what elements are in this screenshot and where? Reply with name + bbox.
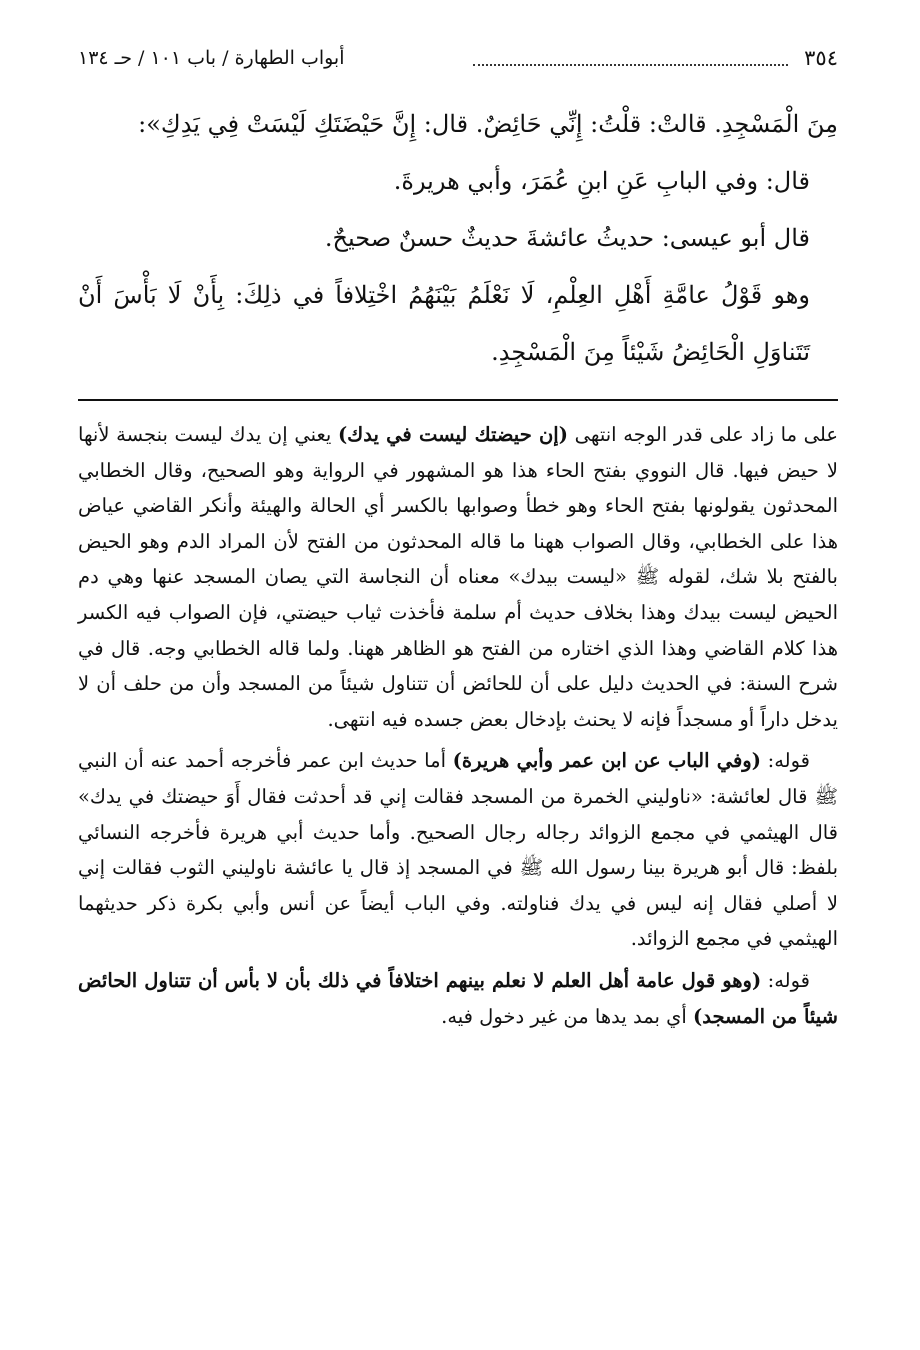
page-header	[78, 40, 838, 76]
hadith-line-1: مِنَ الْمَسْجِدِ. قالتْ: قلْتُ: إِنِّي حَائِضٌ. قال: إِنَّ حَيْضَتَكِ لَيْسَتْ فِي يَدِكِ»:	[138, 110, 838, 138]
commentary-paragraph-2	[78, 743, 838, 957]
commentary-3-post: أي بمد يدها من غير دخول فيه.	[441, 1004, 693, 1028]
hadith-line-3: قال أبو عيسى: حديثُ عائشةَ حديثٌ حسنٌ صحيحٌ.	[324, 224, 810, 252]
commentary-2-post: أما حديث ابن عمر فأخرجه أحمد عنه أن النبي ﷺ قال لعائشة: «ناوليني الخمرة من المسجد فقالت إني قد أحدثت فقال أَوَ حيضتك في يدك» قال الهيثمي في مجمع الزوائد رجاله رجال الصحيح. وأما حديث أبي هريرة فأخرجه النسائي بلفظ: قال أبو هريرة بينا رسول الله ﷺ في المسجد إذ قال يا عائشة ناوليني الثوب فقالت إني لا أصلي فقال إنه ليس في يدك فناولته. وفي الباب أيضاً عن أنس وأبي بكرة ذكر حديثهما الهيثمي في مجمع الزوائد.	[78, 749, 838, 951]
commentary-paragraph-3	[78, 963, 838, 1034]
page-number: ٣٥٤	[804, 46, 838, 70]
hadith-text	[78, 96, 838, 381]
book-page	[78, 40, 838, 1330]
section-divider	[78, 399, 838, 401]
commentary	[78, 417, 838, 1034]
commentary-1-pre: على ما زاد على قدر الوجه انتهى	[567, 423, 839, 446]
running-title: أبواب الطهارة / باب ١٠١ / حـ ١٣٤	[78, 47, 345, 69]
commentary-2-pre: قوله:	[760, 749, 810, 773]
hadith-line-2: قال: وفي البابِ عَنِ ابنِ عُمَرَ، وأبي هريرةَ.	[393, 167, 810, 195]
commentary-1-post: يعني إن يدك ليست بنجسة لأنها لا حيض فيها. قال النووي بفتح الحاء هذا هو المشهور في الرواية وهو الصحيح، وقال الخطابي المحدثون يقولونها بفتح الحاء وهو خطأ وصوابها بالكسر أي الحالة والهيئة وأنكر القاضي عياض هذا على الخطابي، وقال الصواب ههنا ما قاله المحدثون من الفتح لأن المراد الدم وهو الحيض بالفتح بلا شك، لقوله ﷺ «ليست بيدك» معناه أن النجاسة التي يصان المسجد عنها وهي دم الحيض ليست بيدك وهذا بخلاف حديث أم سلمة فأخذت ثياب حيضتي، فإن الصواب فيه الكسر هذا كلام القاضي وهذا الذي اختاره من الفتح هو الظاهر ههنا. ولما قاله الخطابي وجه. قال في شرح السنة: في الحديث دليل على أن للحائض أن تتناول شيئاً من المسجد وأن من حلف أن لا يدخل داراً أو مسجداً فإنه لا يحنث بإدخال بعض جسده فيه انتهى.	[78, 423, 838, 731]
header-dotted-leader	[473, 64, 788, 66]
commentary-3-quote: (وهو قول عامة أهل العلم لا نعلم بينهم اختلافاً في ذلك بأن لا بأس أن تتناول الحائض شيئاً من المسجد)	[78, 968, 838, 1028]
hadith-line-4: وهو قَوْلُ عامَّةِ أَهْلِ العِلْمِ، لَا نَعْلَمُ بَيْنَهُمُ اخْتِلافاً في ذلِكَ: بِأَنْ لَا بَأْسَ أَنْ تَتَناوَلِ الْحَائِضُ شَيْئاً مِنَ الْمَسْجِدِ.	[78, 281, 810, 366]
commentary-3-pre: قوله:	[761, 968, 810, 992]
commentary-1-quote: (إن حيضتك ليست في يدك)	[337, 423, 568, 446]
commentary-2-quote: (وفي الباب عن ابن عمر وأبي هريرة)	[452, 749, 761, 773]
commentary-paragraph-1	[78, 417, 838, 737]
